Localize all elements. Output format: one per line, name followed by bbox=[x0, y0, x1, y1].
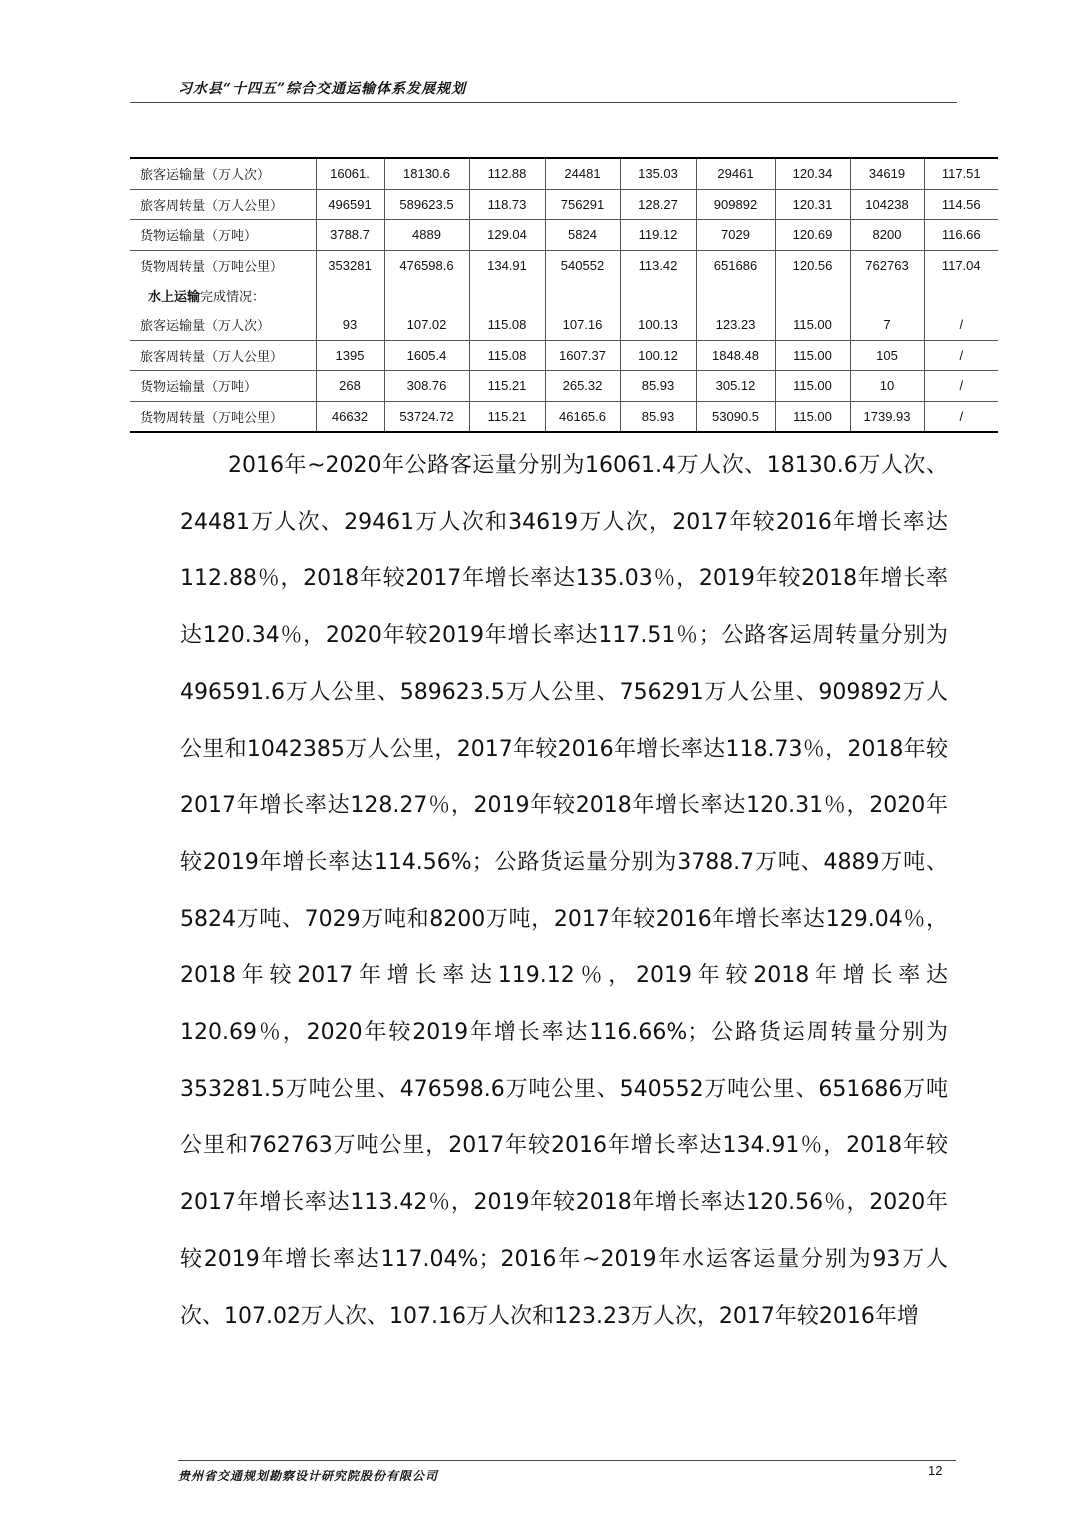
table-cell: 756291 bbox=[545, 189, 620, 220]
table-cell bbox=[696, 280, 775, 310]
table-cell: 85.93 bbox=[620, 371, 696, 402]
table-cell: 85.93 bbox=[620, 401, 696, 432]
table-cell bbox=[775, 280, 850, 310]
table-cell: 107.02 bbox=[384, 310, 469, 340]
table-cell: 34619 bbox=[850, 158, 924, 189]
table-cell: 18130.6 bbox=[384, 158, 469, 189]
table-cell: 24481 bbox=[545, 158, 620, 189]
section-label bbox=[130, 280, 316, 310]
table-cell: 16061. bbox=[316, 158, 384, 189]
row-label: 旅客周转量（万人公里） bbox=[130, 340, 316, 371]
table-cell: 115.08 bbox=[469, 310, 545, 340]
table-cell: 1739.93 bbox=[850, 401, 924, 432]
table-cell: 120.69 bbox=[775, 220, 850, 251]
table-cell: 115.00 bbox=[775, 310, 850, 340]
row-label: 旅客周转量（万人公里） bbox=[130, 189, 316, 220]
table-cell: 115.21 bbox=[469, 401, 545, 432]
table-cell: 265.32 bbox=[545, 371, 620, 402]
table-cell: 118.73 bbox=[469, 189, 545, 220]
table-cell: 496591 bbox=[316, 189, 384, 220]
table-cell: 268 bbox=[316, 371, 384, 402]
table-cell: / bbox=[924, 371, 998, 402]
table-cell: 46632 bbox=[316, 401, 384, 432]
table-cell: 53724.72 bbox=[384, 401, 469, 432]
table-cell: 476598.6 bbox=[384, 250, 469, 280]
table-row bbox=[130, 220, 998, 251]
table-cell: 114.56 bbox=[924, 189, 998, 220]
table-cell: / bbox=[924, 340, 998, 371]
table-cell: 762763 bbox=[850, 250, 924, 280]
table-cell: 909892 bbox=[696, 189, 775, 220]
table-cell: 129.04 bbox=[469, 220, 545, 251]
table-cell: 10 bbox=[850, 371, 924, 402]
table-cell: / bbox=[924, 401, 998, 432]
footer-organization: 贵州省交通规划勘察设计研究院股份有限公司 bbox=[178, 1469, 439, 1483]
table-cell: 46165.6 bbox=[545, 401, 620, 432]
row-label: 货物周转量（万吨公里） bbox=[130, 401, 316, 432]
transport-statistics-table bbox=[130, 157, 998, 433]
table-cell: 651686 bbox=[696, 250, 775, 280]
table-cell bbox=[384, 280, 469, 310]
table-cell: 113.42 bbox=[620, 250, 696, 280]
table-cell: 107.16 bbox=[545, 310, 620, 340]
table-cell bbox=[620, 280, 696, 310]
table-cell: 104238 bbox=[850, 189, 924, 220]
page-number: 12 bbox=[928, 1463, 943, 1478]
running-header-title: 习水县“十四五”综合交通运输体系发展规划 bbox=[178, 81, 467, 97]
header-rule bbox=[130, 102, 957, 103]
table-cell: 7029 bbox=[696, 220, 775, 251]
table-cell: 100.12 bbox=[620, 340, 696, 371]
section-label-rest: 完成情况： bbox=[200, 289, 266, 305]
table-cell bbox=[850, 280, 924, 310]
body-paragraph: 2016年~2020年公路客运量分别为16061.4万人次、18130.6万人次、24481万人次、29461万人次和34619万人次，2017年较2016年增长率达112.88％，2018年较2017年增长率达135.03％，2019年较2018年增长率达120.34％，2020年较2019年增长率达117.51％；公路客运周转量分别为496591.6万人公里、589623.5万人公里、756291万人公里、909892万人公里和1042385万人公里，2017年较2016年增长率达118.73％，2018年较2017年增长率达128.27％，2019年较2018年增长率达120.31％，2020年较2019年增长率达114.56%；公路货运量分别为3788.7万吨、4889万吨、5824万吨、7029万吨和8200万吨，2017年较2016年增长率达129.04％，2018年较2017年增长率达119.12％，2019年较2018年增长率达120.69％，2020年较2019年增长率达116.66%；公路货运周转量分别为353281.5万吨公里、476598.6万吨公里、540552万吨公里、651686万吨公里和762763万吨公里，2017年较2016年增长率达134.91％，2018年较2017年增长率达113.42％，2019年较2018年增长率达120.56％，2020年较2019年增长率达117.04%；2016年~2019年水运客运量分别为93万人次、107.02万人次、107.16万人次和123.23万人次，2017年较2016年增 bbox=[180, 453, 948, 1329]
table-cell: 4889 bbox=[384, 220, 469, 251]
table-cell: 134.91 bbox=[469, 250, 545, 280]
table-row bbox=[130, 310, 998, 340]
row-label: 货物周转量（万吨公里） bbox=[130, 250, 316, 280]
table-row bbox=[130, 250, 998, 280]
row-label: 旅客运输量（万人次） bbox=[130, 310, 316, 340]
row-label: 货物运输量（万吨） bbox=[130, 220, 316, 251]
table-cell: 116.66 bbox=[924, 220, 998, 251]
table-cell: 115.21 bbox=[469, 371, 545, 402]
table-row bbox=[130, 371, 998, 402]
table-cell: 540552 bbox=[545, 250, 620, 280]
table-cell: 117.51 bbox=[924, 158, 998, 189]
table-cell: 135.03 bbox=[620, 158, 696, 189]
table-cell bbox=[545, 280, 620, 310]
table-cell: 128.27 bbox=[620, 189, 696, 220]
table-cell: / bbox=[924, 310, 998, 340]
table-section-row bbox=[130, 280, 998, 310]
table-cell: 123.23 bbox=[696, 310, 775, 340]
table-cell: 1605.4 bbox=[384, 340, 469, 371]
table-cell: 115.00 bbox=[775, 340, 850, 371]
table-cell: 120.34 bbox=[775, 158, 850, 189]
table-cell bbox=[469, 280, 545, 310]
table-cell: 305.12 bbox=[696, 371, 775, 402]
body-text bbox=[180, 438, 948, 1345]
table-cell: 93 bbox=[316, 310, 384, 340]
row-label: 旅客运输量（万人次） bbox=[130, 158, 316, 189]
table-cell: 115.00 bbox=[775, 401, 850, 432]
table-cell: 100.13 bbox=[620, 310, 696, 340]
table-cell: 120.56 bbox=[775, 250, 850, 280]
table-cell: 120.31 bbox=[775, 189, 850, 220]
table-row bbox=[130, 158, 998, 189]
footer-rule bbox=[178, 1460, 956, 1461]
table-cell: 353281 bbox=[316, 250, 384, 280]
table-cell: 8200 bbox=[850, 220, 924, 251]
section-label-bold: 水上运输 bbox=[148, 289, 201, 305]
table-cell: 3788.7 bbox=[316, 220, 384, 251]
table-row bbox=[130, 401, 998, 432]
table-cell: 117.04 bbox=[924, 250, 998, 280]
table-cell: 115.00 bbox=[775, 371, 850, 402]
table-cell: 115.08 bbox=[469, 340, 545, 371]
table-cell: 308.76 bbox=[384, 371, 469, 402]
table-cell: 589623.5 bbox=[384, 189, 469, 220]
table-cell: 5824 bbox=[545, 220, 620, 251]
table-cell: 119.12 bbox=[620, 220, 696, 251]
table-cell: 1848.48 bbox=[696, 340, 775, 371]
table-row bbox=[130, 340, 998, 371]
table-cell: 112.88 bbox=[469, 158, 545, 189]
table-cell bbox=[924, 280, 998, 310]
table-cell: 1607.37 bbox=[545, 340, 620, 371]
row-label: 货物运输量（万吨） bbox=[130, 371, 316, 402]
table-cell: 105 bbox=[850, 340, 924, 371]
table-cell bbox=[316, 280, 384, 310]
table-cell: 29461 bbox=[696, 158, 775, 189]
table-cell: 53090.5 bbox=[696, 401, 775, 432]
table-cell: 7 bbox=[850, 310, 924, 340]
table-row bbox=[130, 189, 998, 220]
table-cell: 1395 bbox=[316, 340, 384, 371]
